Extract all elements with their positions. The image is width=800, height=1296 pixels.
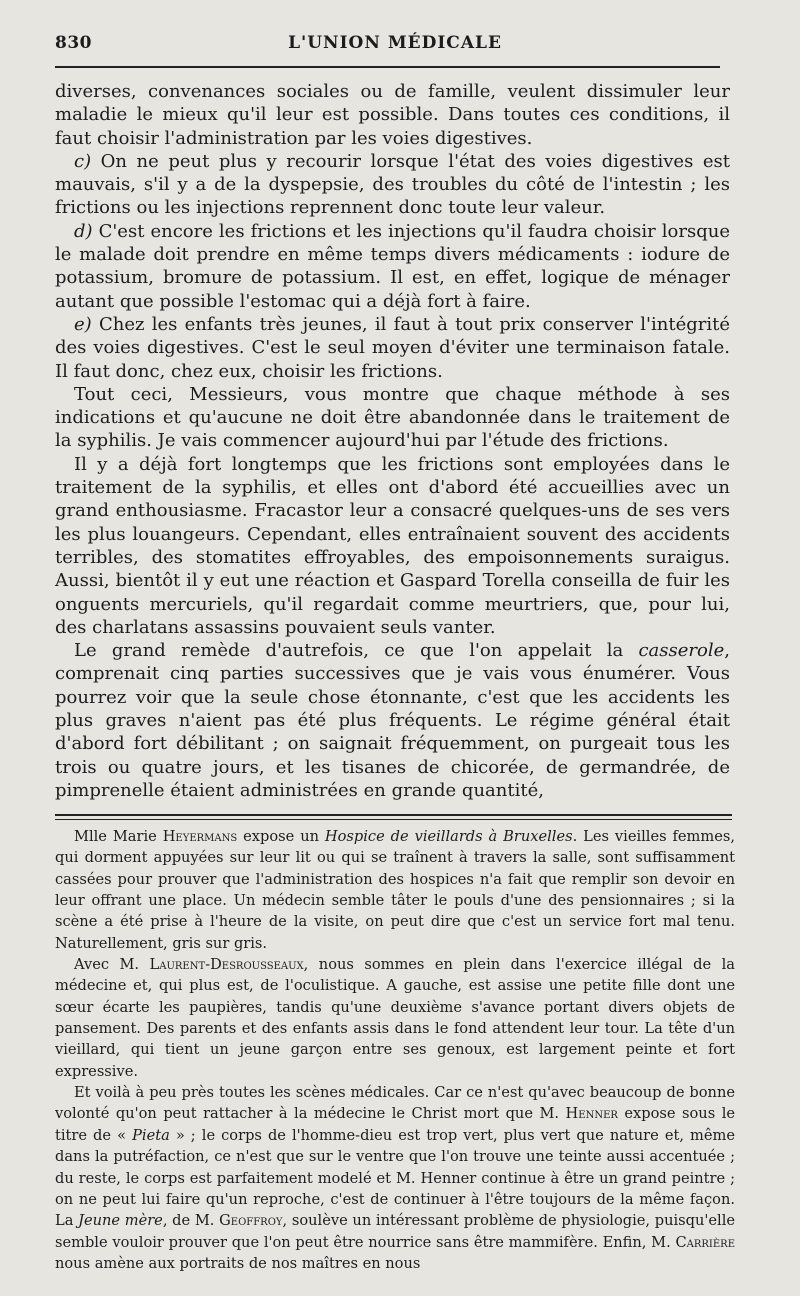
paragraph-continuation: diverses, convenances sociales ou de famille, veulent dissimuler leur maladie le mieux qu'il leur est possible. Dans toutes ces conditions, il faut choisir l'administration par les voies digestives. — [55, 81, 730, 149]
list-label-e: e) — [74, 313, 92, 335]
artist-name: Heyermans — [162, 828, 238, 845]
page-number: 830 — [55, 33, 92, 53]
list-label-d: d) — [74, 220, 93, 242]
artwork-title: Pieta — [132, 1126, 170, 1144]
emphasis-casserole: casserole — [638, 640, 725, 662]
artwork-title: Hospice de vieillards à Bruxelles — [324, 828, 573, 845]
feuilleton-paragraph-laurent: Avec M. Laurent-Desrousseaux, nous sommes en plein dans l'exercice illégal de la médecine et, qui plus est, de l'oculistique. A gauche, est assise une petite fille dont une sœur écarte les paupières, tandis qu'une deuxième s'avance portant divers objets de pansement. Des parents et des enfants assis dans le fond attendent leur tour. La tête d'un vieillard, qui tient un jeune garçon entre ses genoux, est largement peinte et fort expressive. — [55, 956, 735, 1080]
paragraph-casserole: Le grand remède d'autrefois, ce que l'on appelait la casserole, comprenait cinq parties successives que je vais vous énumérer. Vous pourrez voir que la seule chose étonnante, c'est que les accidents les plus graves n'aient pas été plus fréquents. Le régime général était d'abord fort débilitant ; on saignait fréquemment, on purgeait tous les trois ou quatre jours, et les tisanes de chicorée, de germandrée, de pimprenelle étaient administrées en grande quantité, — [55, 640, 730, 801]
paragraph-history: Il y a déjà fort longtemps que les frictions sont employées dans le traitement de la syphilis, et elles ont d'abord été accueillies avec un grand enthousiasme. Fracastor leur a consacré quelques-uns de ses vers les plus louangeurs. Cependant, elles entraînaient souvent des accidents terribles, des stomatites effroyables, des empoisonnements suraigus. Aussi, bientôt il y eut une réaction et Gaspard Torella conseilla de fuir les onguents mercuriels, qu'il regardait comme meurtriers, que, pour lui, des charlatans assassins pouvaient seuls vanter. — [55, 453, 730, 638]
artwork-title: Jeune mère — [78, 1212, 163, 1230]
feuilleton-separator — [55, 814, 732, 820]
running-header — [55, 33, 735, 59]
artist-name: Carrière — [675, 1233, 735, 1251]
paragraph-c: c) On ne peut plus y recourir lorsque l'état des voies digestives est mauvais, s'il y a de la dyspepsie, des troubles du côté de l'intestin ; les frictions ou les injections reprennent donc toute leur valeur. — [55, 150, 730, 219]
list-label-c: c) — [74, 150, 92, 172]
artist-name: Laurent-Desrousseaux — [149, 956, 304, 974]
paragraph-methods: Tout ceci, Messieurs, vous montre que chaque méthode à ses indications et qu'aucune ne doit être abandonnée dans le traitement de la syphilis. Je vais commencer aujourd'hui par l'étude des frictions. — [55, 383, 730, 452]
artist-name: Henner — [565, 1105, 618, 1123]
header-rule — [55, 66, 720, 68]
main-article-text — [55, 80, 730, 802]
journal-title: L'UNION MÉDICALE — [288, 33, 502, 53]
paragraph-d: d) C'est encore les frictions et les injections qu'il faudra choisir lorsque le malade doit prendre en même temps divers médicaments : iodure de potassium, bromure de potassium. Il est, en effet, logique de ménager autant que possible l'estomac qui a déjà fort à faire. — [55, 220, 730, 312]
feuilleton-paragraph-heyermans: Mlle Marie Heyermans expose un Hospice de vieillards à Bruxelles. Les vieilles femmes, qui dorment appuyées sur leur lit ou qui se traînent à travers la salle, sont suffisamment cassées pour prouver que l'administration des hospices n'a fait que remplir son devoir en leur offrant une place. Un médecin semble tâter le pouls d'une des pensionnaires ; si la scène a été prise à l'heure de la visite, on peut dire que c'est un service fort mal tenu. Naturellement, gris sur gris. — [55, 828, 735, 952]
paragraph-e: e) Chez les enfants très jeunes, il faut à tout prix conserver l'intégrité des voies digestives. C'est le seul moyen d'éviter une terminaison fatale. Il faut donc, chez eux, choisir les frictions. — [55, 313, 730, 382]
artist-name: Geoffroy — [219, 1212, 283, 1230]
feuilleton-paragraph-henner: Et voilà à peu près toutes les scènes médicales. Car ce n'est qu'avec beaucoup de bonne volonté qu'on peut rattacher à la médecine le Christ mort que M. Henner expose sous le titre de « Pieta » ; le corps de l'homme-dieu est trop vert, plus vert que nature et, même dans la putréfaction, ce n'est que sur le ventre que l'on trouve une teinte aussi accentuée ; du reste, le corps est parfaitement modelé et M. Henner continue à être un grand peintre ; on ne peut lui faire qu'un reproche, c'est de continuer à l'être toujours de la même façon. La Jeune mère, de M. Geoffroy, soulève un intéressant problème de physiologie, puisqu'elle semble vouloir prouver que l'on peut être nourrice sans être mammifère. Enfin, M. Carrière nous amène aux portraits de nos maîtres en nous — [55, 1084, 735, 1272]
feuilleton-text — [55, 826, 735, 1274]
